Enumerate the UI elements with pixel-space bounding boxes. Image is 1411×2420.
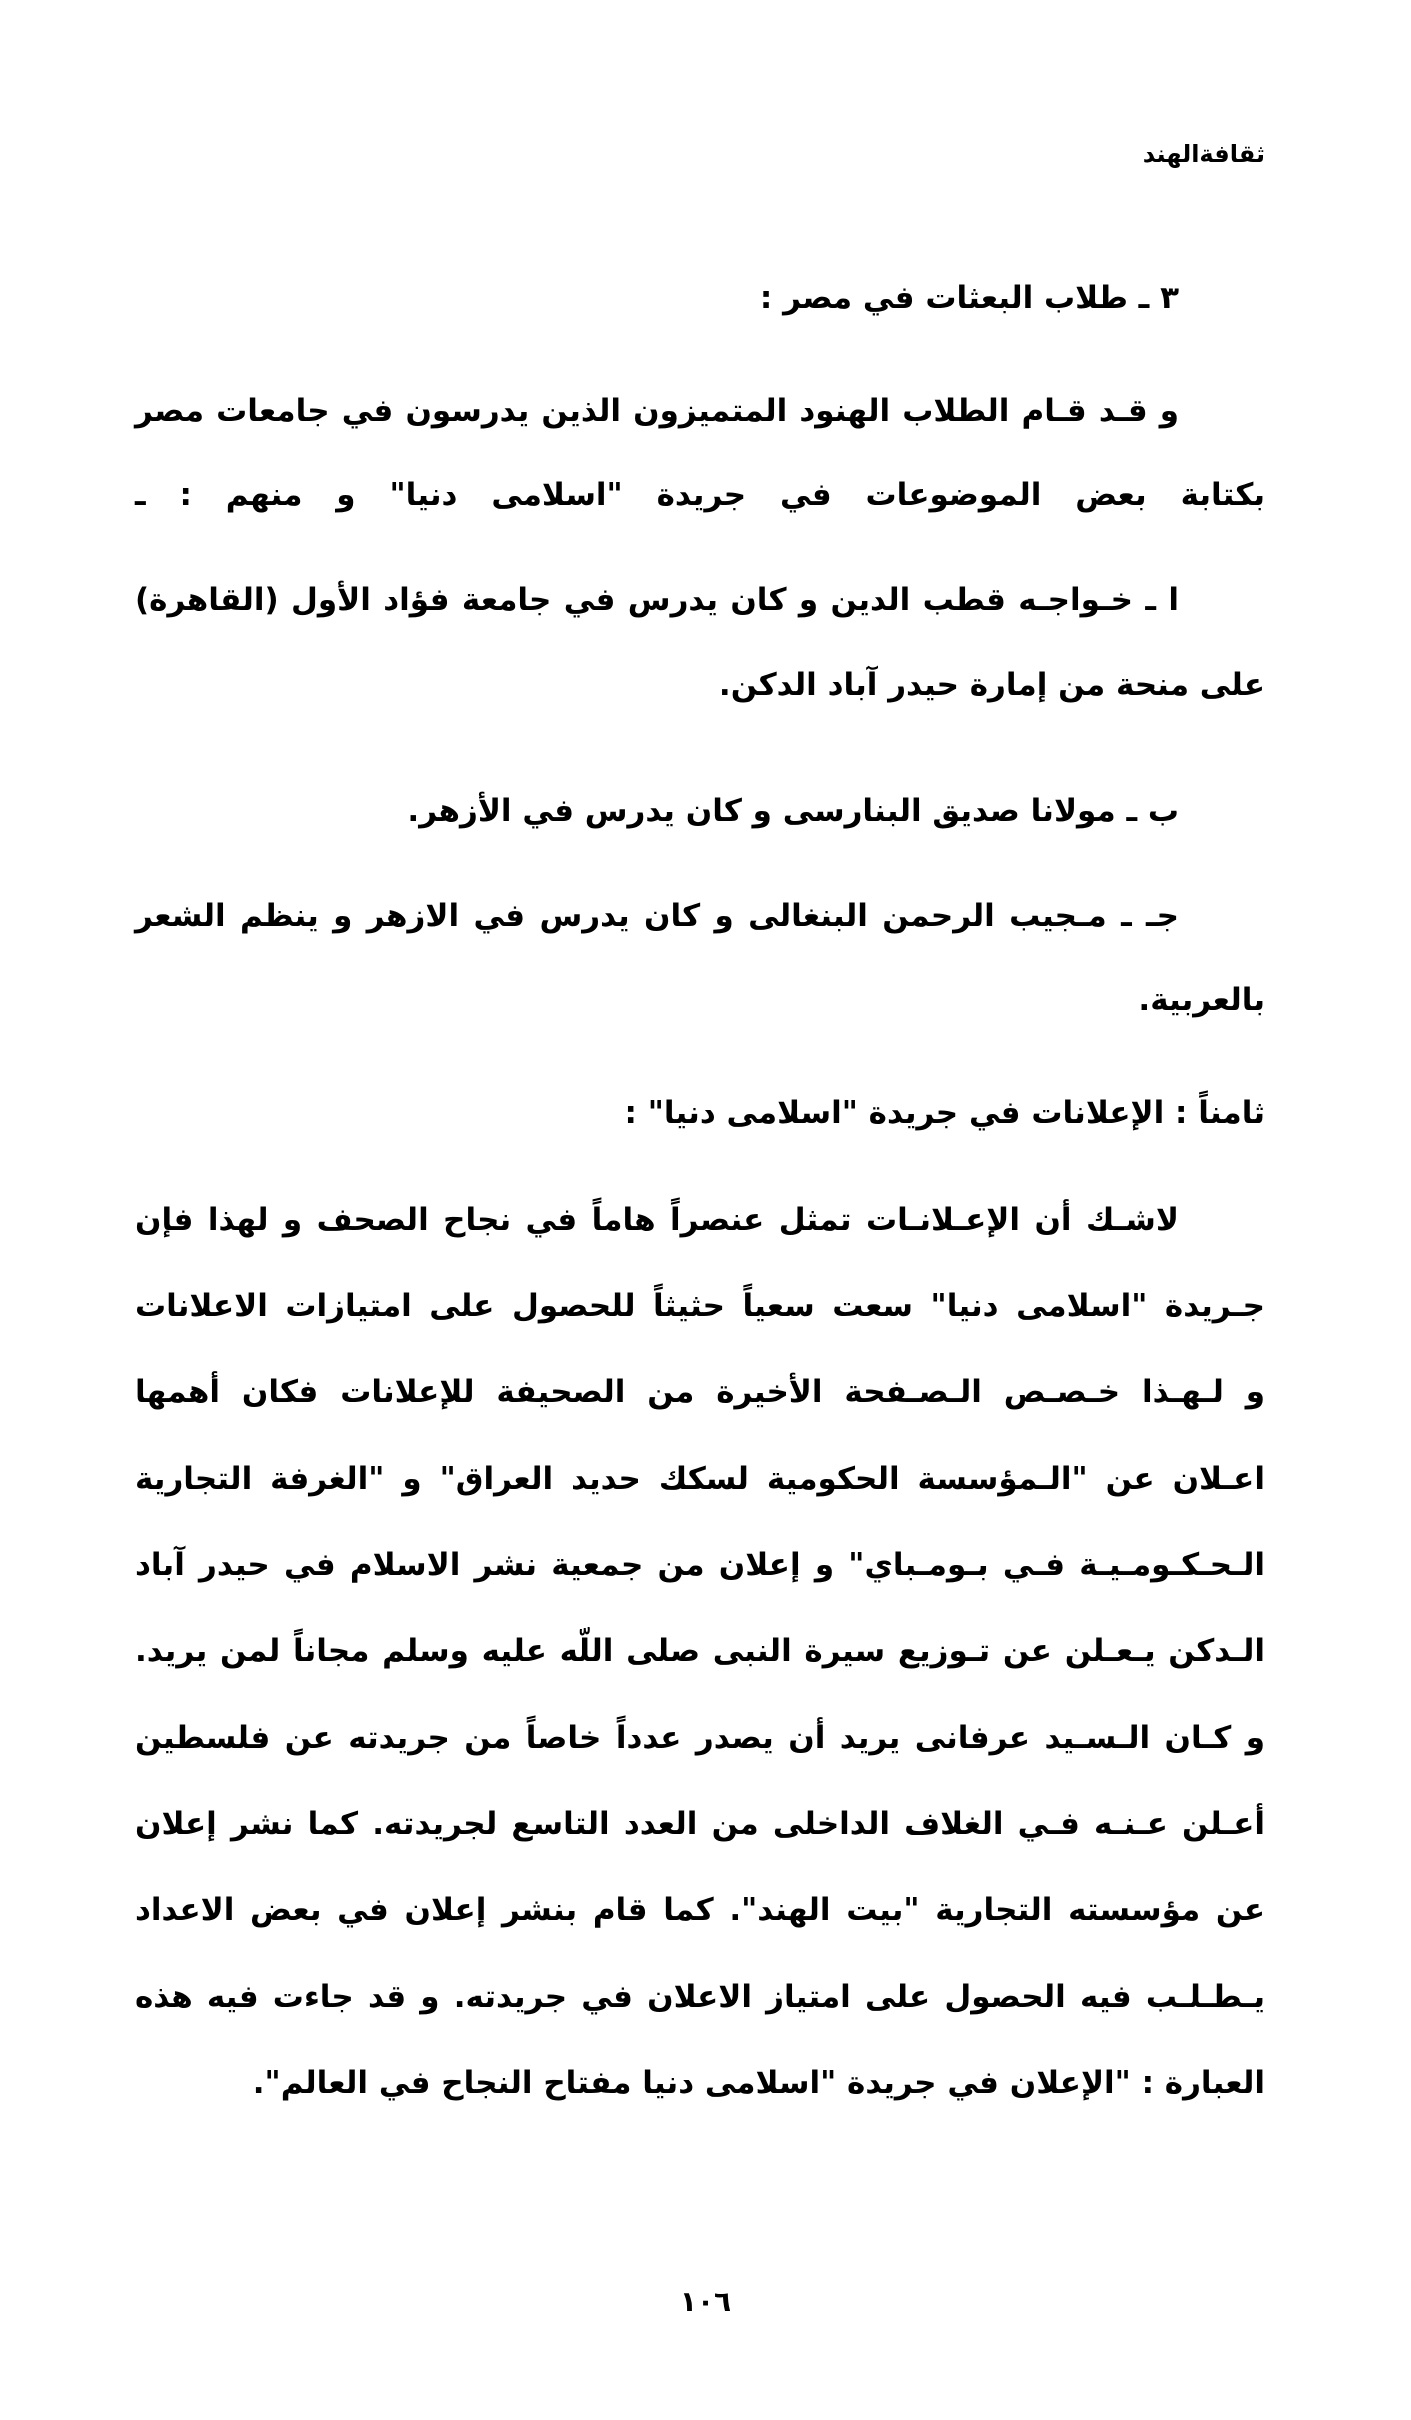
- list-item-c: جـ ـ مـجيب الرحمن البنغالى و كان يدرس في الازهر و ينظم الشعر: [135, 898, 1179, 934]
- paragraph-line: و كـان الـسـيد عرفانى يريد أن يصدر عدداً خاصاً من جريدته عن فلسطين: [135, 1720, 1265, 1756]
- list-item-a: ا ـ خـواجـه قطب الدين و كان يدرس في جامعة فؤاد الأول (القاهرة): [135, 582, 1179, 618]
- paragraph-line: عن مؤسسته التجارية "بيت الهند". كما قام بنشر إعلان في بعض الاعداد: [135, 1892, 1265, 1928]
- paragraph-line: الـدكن يـعـلن عن تـوزيع سيرة النبى صلى اللّه عليه وسلم مجاناً لمن يريد.: [135, 1633, 1265, 1669]
- paragraph-line: يـطـلـب فيه الحصول على امتياز الاعلان في جريدته. و قد جاءت فيه هذه: [135, 1979, 1265, 2015]
- section-heading: ثامناً : الإعلانات في جريدة "اسلامى دنيا" :: [624, 1095, 1265, 1131]
- paragraph-line: العبارة : "الإعلان في جريدة "اسلامى دنيا مفتاح النجاح في العالم".: [252, 2065, 1265, 2101]
- list-item-b: ب ـ مولانا صديق البنارسى و كان يدرس في الأزهر.: [407, 793, 1179, 829]
- paragraph-line: أعـلن عـنـه فـي الغلاف الداخلى من العدد التاسع لجريدته. كما نشر إعلان: [135, 1806, 1265, 1842]
- intro-line: و قـد قـام الطلاب الهنود المتميزون الذين يدرسون في جامعات مصر: [135, 393, 1179, 429]
- paragraph-line: الـحـكـومـيـة فـي بـومـباي" و إعلان من جمعية نشر الاسلام في حيدر آباد: [135, 1547, 1265, 1583]
- page-number: ١٠٦: [679, 2285, 732, 2318]
- running-header: ثقافةالهند: [1142, 140, 1265, 168]
- paragraph-line: و لـهـذا خـصـص الـصـفحة الأخيرة من الصحيفة للإعلانات فكان أهمها: [135, 1374, 1265, 1410]
- paragraph-line: جـريدة "اسلامى دنيا" سعت سعياً حثيثاً للحصول على امتيازات الاعلانات: [135, 1288, 1265, 1324]
- list-item-c-cont: بالعربية.: [1138, 982, 1265, 1018]
- list-item-a-cont: على منحة من إمارة حيدر آباد الدكن.: [718, 667, 1265, 703]
- paragraph-line: لاشـك أن الإعـلانـات تمثل عنصراً هاماً في نجاح الصحف و لهذا فإن: [135, 1202, 1179, 1238]
- intro-line: بكتابة بعض الموضوعات في جريدة "اسلامى دنيا" و منهم : ـ: [135, 477, 1265, 513]
- section-title: ٣ ـ طلاب البعثات في مصر :: [759, 280, 1179, 316]
- paragraph-line: اعـلان عن "الـمؤسسة الحكومية لسكك حديد العراق" و "الغرفة التجارية: [135, 1461, 1265, 1497]
